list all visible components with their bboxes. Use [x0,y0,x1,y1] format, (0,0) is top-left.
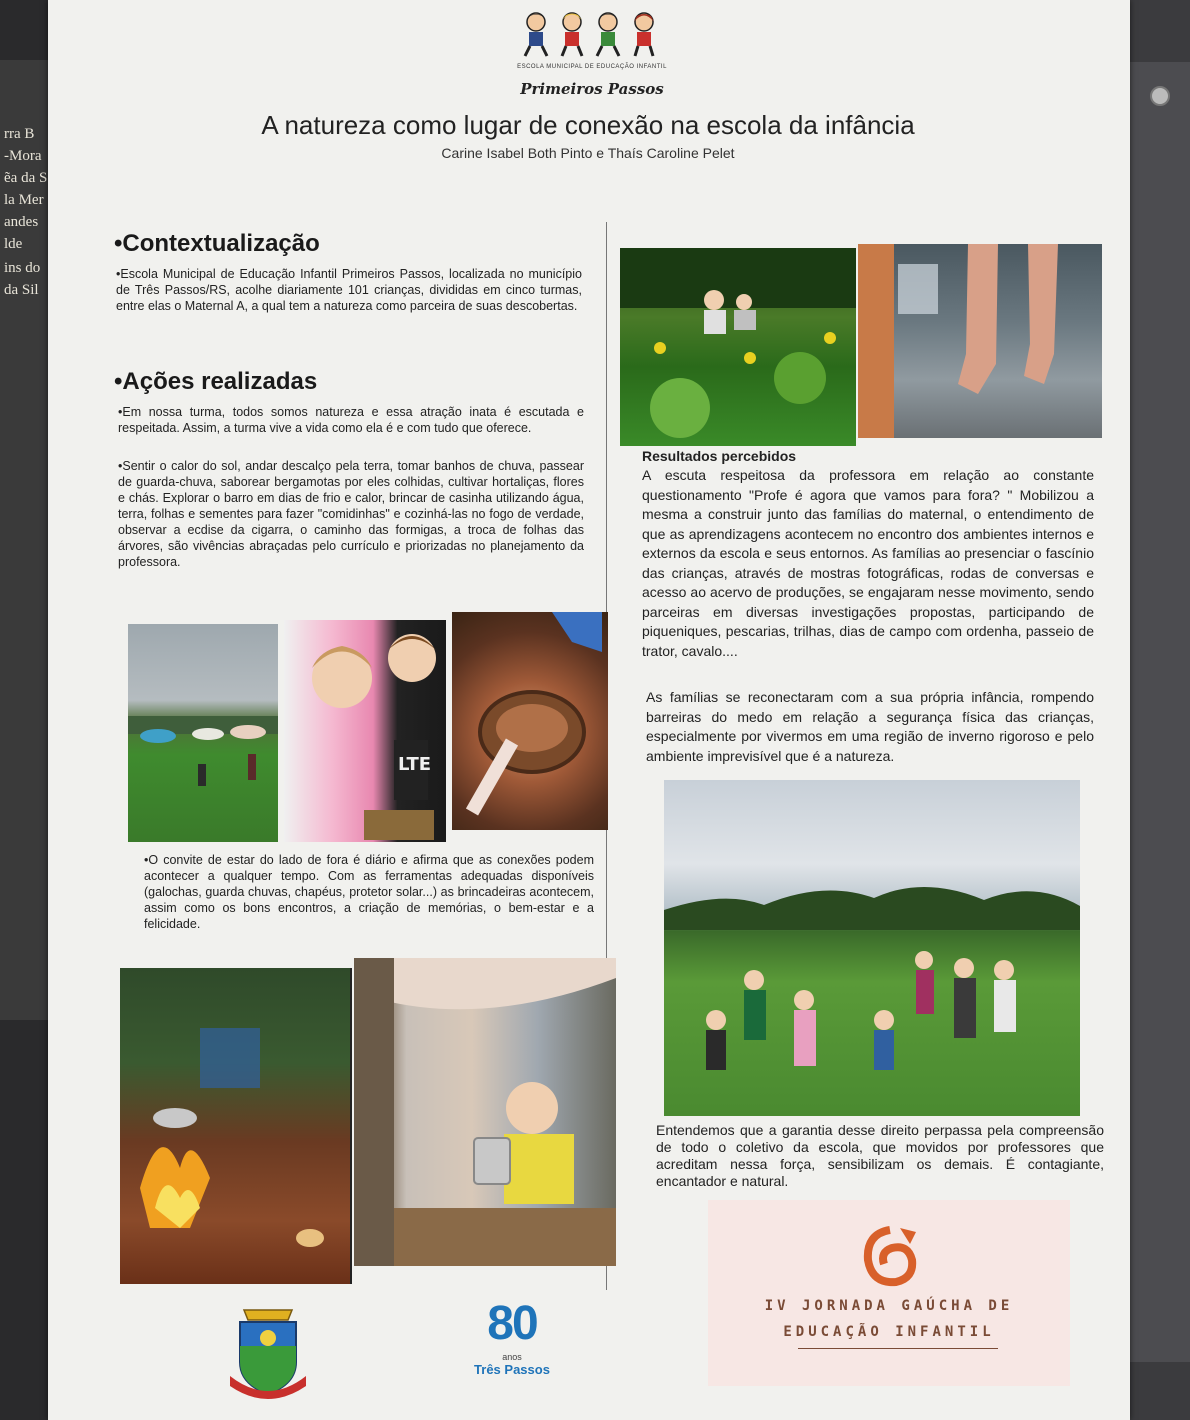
svg-text:LTE: LTE [398,754,432,775]
jornada-swirl-icon [860,1224,920,1290]
children-logo-icon [516,10,666,58]
photo-bare-feet [858,244,1102,438]
school-small-label: ESCOLA MUNICIPAL DE EDUCAÇÃO INFANTIL [517,64,667,70]
municipal-crest-icon [226,1306,310,1402]
acoes-paragraph-3: •O convite de estar do lado de fora é diário e afirma que as conexões podem acontecer a qualquer tempo. Com as ferramentas adequadas disponíveis (galochas, guarda chuvas, chapéus, protetor solar...) as brincadeiras acontecem, assim como os bons encontros, a criação de memórias, o bem-estar e a felicidade. [144,853,594,931]
photo-cooking-fire [120,968,352,1284]
sign-line: rra B [4,126,35,142]
poster-authors: Carine Isabel Both Pinto e Thaís Caroline Pelet [441,145,735,161]
photo-mud-play [452,612,608,830]
acoes-paragraph-1: •Em nossa turma, todos somos natureza e essa atração inata é escutada e respeitada. Assim, a turma vive a vida como ela é e com tudo que oferece. [118,405,584,435]
sign-line: la Mer [4,192,44,208]
sign-line: ins do [4,260,41,276]
jornada-logo [708,1200,1070,1386]
resultados-paragraph-2: As famílias se reconectaram com a sua própria infância, rompendo barreiras do medo em relação a segurança física das crianças, especialmente por vivermos em uma região de inverno rigoroso e pelo ambiente imprevisível que é a natureza. [646,689,1094,764]
anos-city: Três Passos [474,1362,550,1377]
acoes-paragraph-2: •Sentir o calor do sol, andar descalço pela terra, tomar banhos de chuva, passear de guarda-chuva, saborear bergamotas por eles colhidas, cultivar hortaliças, flores e chás. Explorar o barro em dias de frio e calor, brincar de casinha utilizando água, terra, folhas e sementes para fazer "comidinhas" e cozinhá-las no fogo de verdade, observar a ecdise da cigarra, o caminho das formigas, a troca de folhas das árvores, são vivências abraçadas pelo currículo e priorizadas no planejamento da professora. [118,459,584,569]
80-anos-logo [464,1296,560,1388]
photo-families-field [664,780,1080,1116]
acoes-heading: •Ações realizadas [114,368,318,395]
contextualizacao-heading: •Contextualização [114,230,320,257]
sign-line: -Mora [4,148,42,164]
resultados-heading: Resultados percebidos [642,448,797,464]
poster-title: A natureza como lugar de conexão na escola da infância [261,110,915,140]
jornada-line-2: EDUCAÇÃO INFANTIL [783,1324,995,1340]
anos-number: 80 [487,1297,537,1350]
photo-milking-cow [354,958,616,1266]
resultados-paragraph-1: A escuta respeitosa da professora em relação ao constante questionamento "Profe é agora que vamos para fora? " Mobilizou a mesma a construir junto das famílias do maternal, o entendimento de que as aprendizagens acontecem no encontro dos ambientes internos e externos da escola e seus entornos. As famílias ao presenciar o fascínio das crianças, através de mostras fotográficas, rodas de conversas e acesso ao acervo de produções, se engajaram nesse movimento, sendo parceiras em diversas investigações propostas, participando de piqueniques, pescarias, trilhas, dias de campo com ordenha, passeio de trator, cavalo.... [642,467,1094,659]
poster [48,0,1130,1420]
background-panel [1128,62,1190,1362]
sign-line: lde [4,236,23,252]
photo-children-garden [620,248,856,446]
contextualizacao-text: •Escola Municipal de Educação Infantil Primeiros Passos, localizada no município de Três Passos/RS, acolhe diariamente 101 crianças, divididas em cinco turmas, entre elas o Maternal A, a qual tem a natureza como parceira de suas descobertas. [116,267,582,313]
screw-icon [1150,86,1170,106]
sign-line: ẽa da S [4,170,48,186]
anos-label: anos [502,1352,522,1362]
jornada-underline [798,1348,998,1349]
resultados-paragraph-3: Entendemos que a garantia desse direito perpassa pela compreensão de todo o coletivo da escola, que movidos por professores que acreditam nessa força, sensibilizam os demais. É contagiante, encantador e natural. [656,1122,1104,1189]
school-name: Primeiros Passos [520,80,664,98]
jornada-line-1: IV JORNADA GAÚCHA DE [764,1298,1014,1314]
photo-girl-pink-shirt [284,620,446,842]
sign-line: andes [4,214,39,230]
photo-children-umbrellas [128,624,278,842]
sign-line: da Sil [4,282,39,298]
